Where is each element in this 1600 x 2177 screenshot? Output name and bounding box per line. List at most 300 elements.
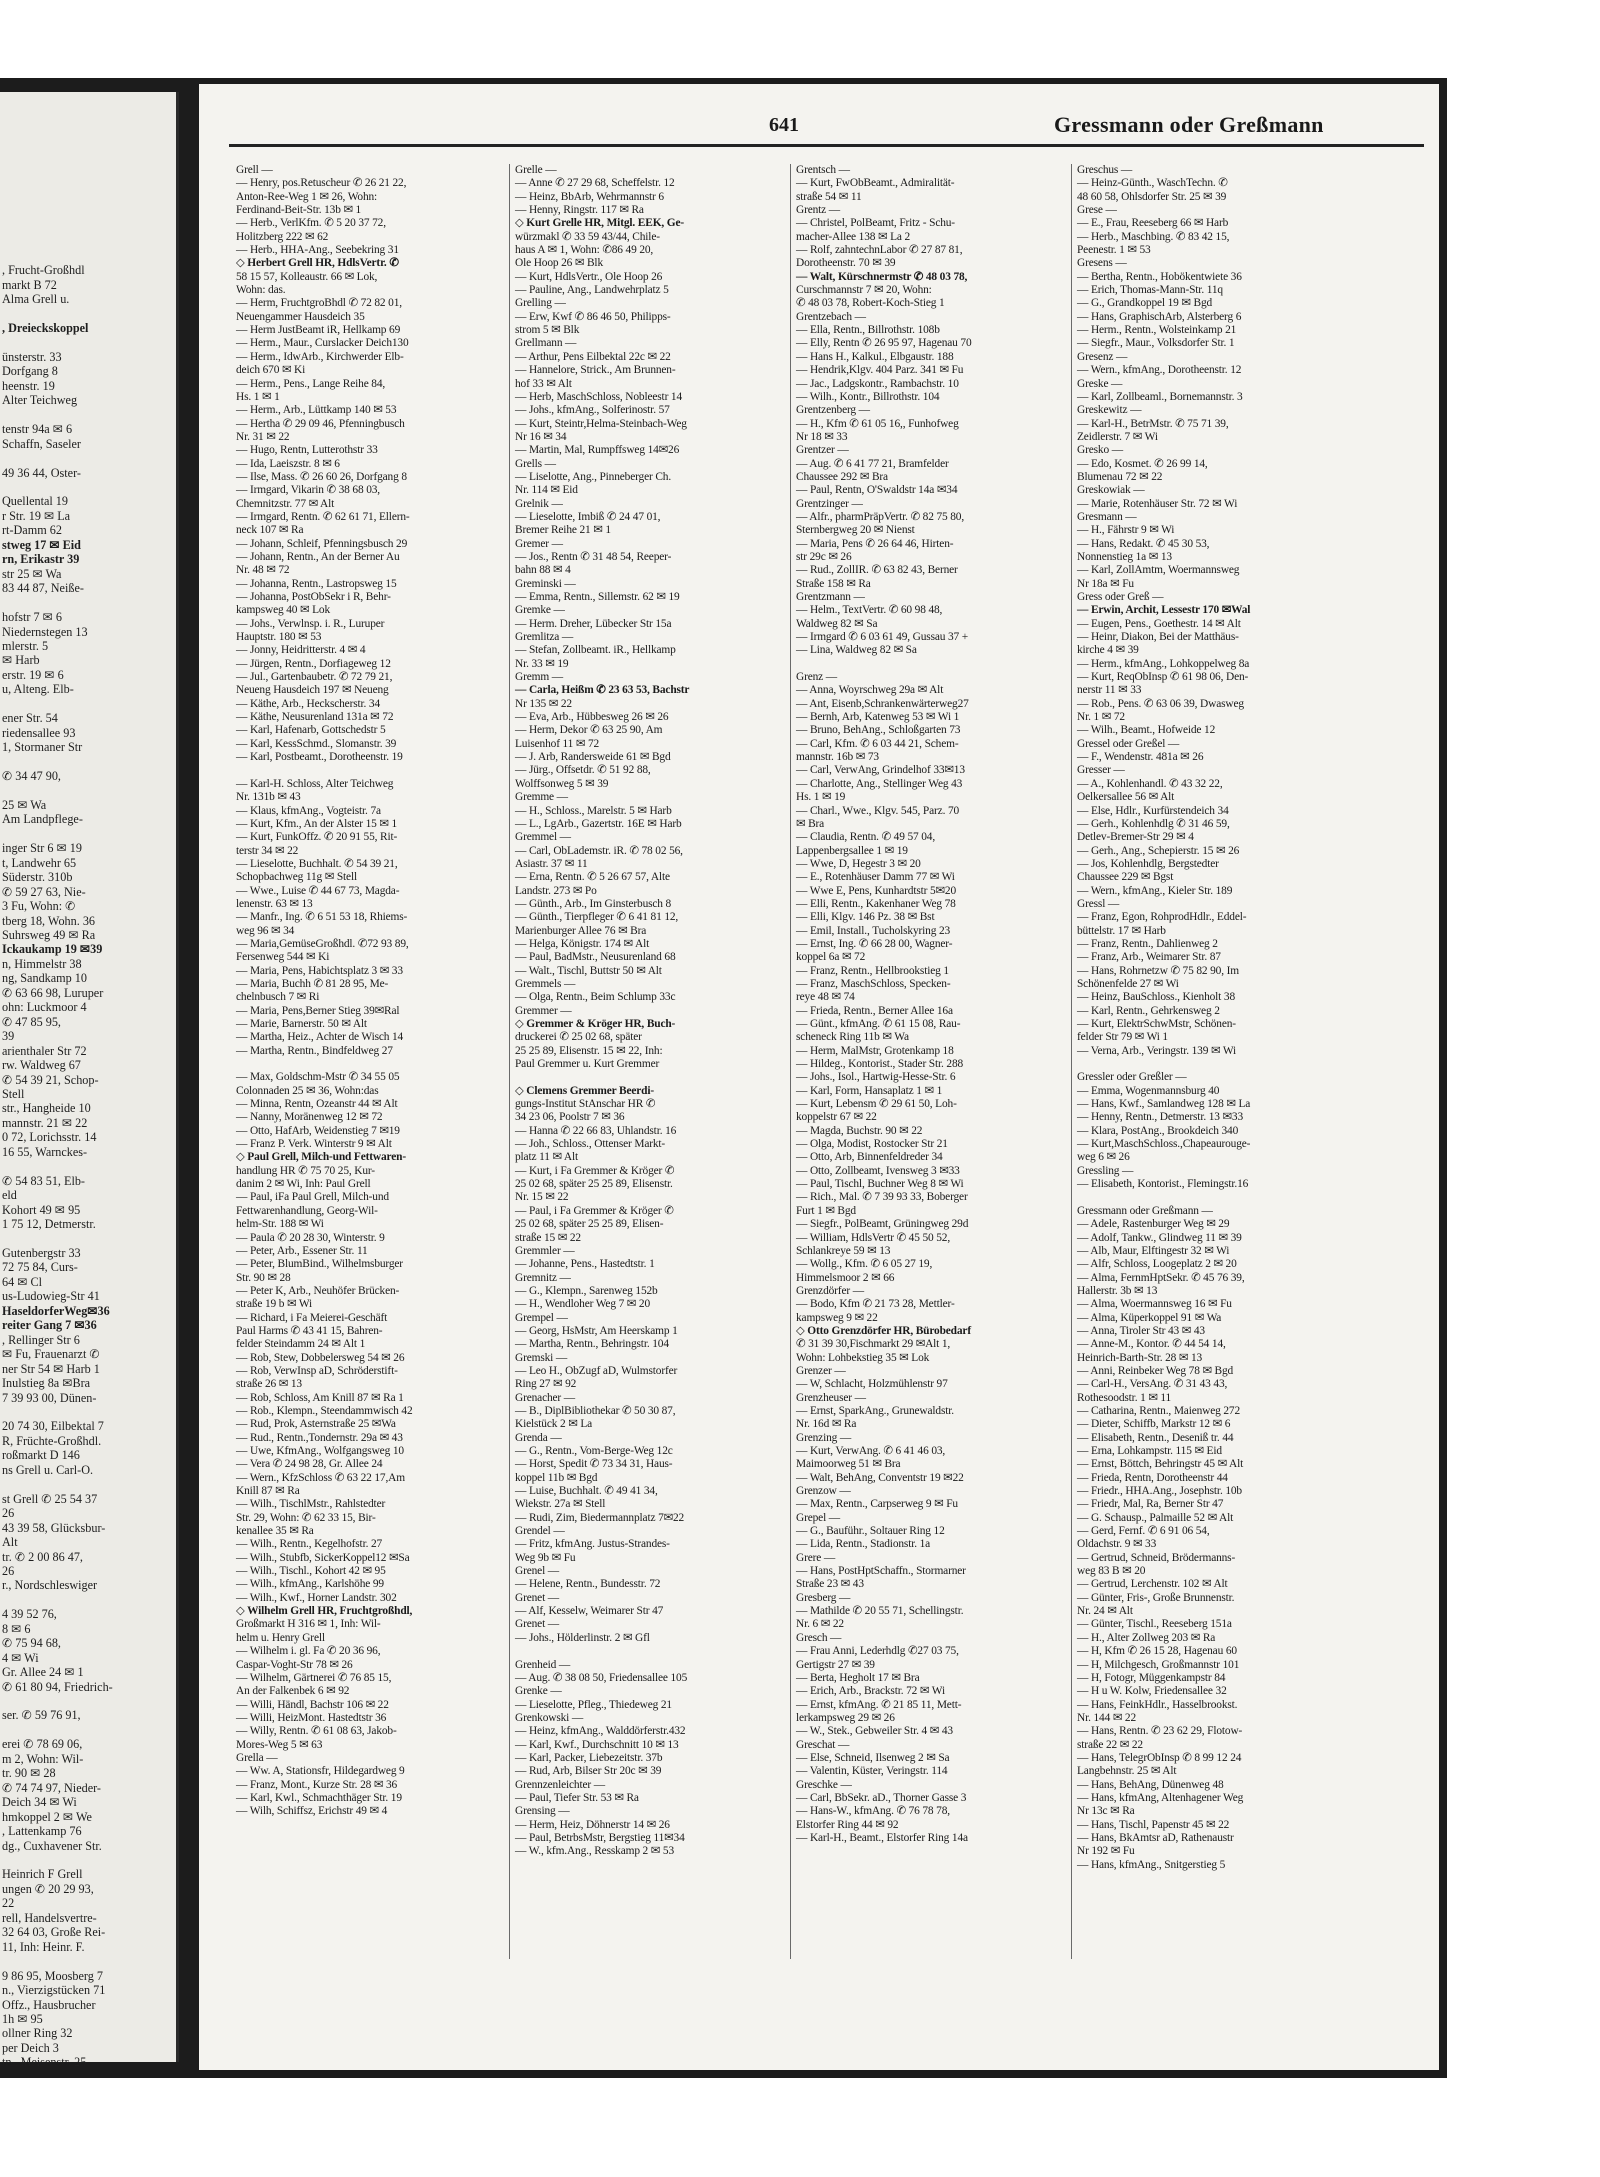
directory-entry-line: — Wilh., kfmAng., Karlshöhe 99 — [236, 1578, 384, 1591]
directory-entry-line: — Johann, Schleif, Pfenningsbusch 29 — [236, 537, 408, 550]
directory-entry-line: — Karl, Kwl., Schmachthäger Str. 19 — [236, 1791, 402, 1804]
directory-entry-line: ◇ Otto Grenzdörfer HR, Bürobedarf — [796, 1324, 971, 1337]
directory-entry-line: — Ernst, Ing. ✆ 66 28 00, Wagner- — [796, 937, 953, 950]
directory-entry-line: Str. 29, Wohn: ✆ 62 33 15, Bir- — [236, 1511, 376, 1524]
directory-entry-line: — Frieda, Rentn., Berner Allee 16a — [796, 1004, 953, 1017]
facing-page-line — [2, 1853, 172, 1867]
surname-heading: Grenzow — — [796, 1485, 851, 1498]
directory-entry-line: — Hildeg., Kontorist., Stader Str. 288 — [796, 1058, 964, 1071]
facing-page-line: Alter Teichweg — [2, 393, 78, 408]
directory-entry-line: kampsweg 9 ✉ 22 — [796, 1311, 878, 1324]
directory-entry-line: ◇ Gremmer & Kröger HR, Buch- — [515, 1018, 676, 1030]
directory-entry-line: — Johs., Verwlnsp. i. R., Luruper — [236, 617, 385, 630]
facing-page-line — [2, 697, 172, 711]
surname-heading: Grenzing — — [796, 1431, 852, 1444]
facing-page-line: 32 64 03, Große Rei- — [2, 1925, 106, 1940]
surname-heading: Grenel — — [515, 1565, 560, 1578]
directory-entry-line: Neueng Hausdeich 197 ✉ Neueng — [236, 684, 389, 697]
directory-entry-line: — Herb., Maschbing. ✆ 83 42 15, — [1077, 230, 1230, 243]
facing-page-line: Gutenbergstr 33 — [2, 1245, 81, 1260]
directory-entry-line: 25 25 89, Elisenstr. 15 ✉ 22, Inh: — [515, 1044, 663, 1057]
directory-entry-line: — H., Kfm ✆ 61 05 16,, Funhofweg — [796, 417, 959, 430]
directory-entry-line: ◇ Clemens Gremmer Beerdi- — [515, 1084, 655, 1097]
directory-entry-line: — Max, Rentn., Carpserweg 9 ✉ Fu — [796, 1498, 958, 1511]
directory-entry-line: — Hans, Tischl, Papenstr 45 ✉ 22 — [1077, 1818, 1230, 1831]
surname-heading: Grentz — — [796, 204, 841, 217]
facing-page-line: ✆ 54 83 51, Elb- — [2, 1173, 85, 1188]
directory-entry-line: — Franz, Mont., Kurze Str. 28 ✉ 36 — [236, 1778, 398, 1791]
directory-entry-line: Curschmannstr 7 ✉ 20, Wohn: — [796, 284, 932, 297]
directory-entry-line: deich 670 ✉ Ki — [236, 364, 306, 377]
facing-page-line: erstr. 19 ✉ 6 — [2, 667, 64, 682]
directory-entry-line: — Hans, FeinkHdlr., Hasselbrookst. — [1077, 1698, 1238, 1711]
directory-entry-line: 25 02 68, später 25 25 89, Elisenstr. — [515, 1178, 673, 1191]
directory-entry-line: Nr 192 ✉ Fu — [1077, 1845, 1135, 1858]
directory-entry-line: — Herm, MalMstr, Grotenkamp 18 — [796, 1044, 954, 1057]
directory-entry-line: Kielstück 2 ✉ La — [515, 1418, 593, 1431]
surname-heading: Gremer — — [515, 537, 563, 550]
directory-entry-line: — Herm., Maur., Curslacker Deich130 — [236, 337, 409, 350]
directory-entry-line: bahn 88 ✉ 4 — [515, 564, 571, 577]
directory-entry-line: — Heinr, Diakon, Bei der Matthäus- — [1077, 631, 1239, 644]
directory-entry-line: Nr. 6 ✉ 22 — [796, 1618, 844, 1631]
facing-page-line: mlerstr. 5 — [2, 638, 49, 653]
directory-page — [199, 84, 1439, 2070]
surname-heading: Grere — — [796, 1551, 836, 1564]
surname-heading: Gresch — — [796, 1631, 842, 1644]
scan-edge — [1439, 84, 1447, 2070]
facing-page-line — [2, 1232, 172, 1246]
directory-entry-line: — Martha, Rentn., Bindfeldweg 27 — [236, 1044, 393, 1057]
header-rule — [229, 144, 1424, 147]
directory-entry-line: Lappenbergsallee 1 ✉ 19 — [796, 844, 908, 857]
directory-entry-line: — Rud, Prok, Asternstraße 25 ✉Wa — [236, 1418, 396, 1431]
directory-entry-line: — Gerh., Ang., Schepierstr. 15 ✉ 26 — [1077, 844, 1240, 857]
facing-page-line: , Dreieckskoppel — [2, 320, 89, 335]
directory-entry-line: — Paul, iFa Paul Grell, Milch-und — [236, 1191, 389, 1204]
directory-entry-line: — Ww. A, Stationsfr, Hildegardweg 9 — [236, 1765, 405, 1778]
facing-page-line: erei ✆ 78 69 06, — [2, 1737, 83, 1752]
directory-entry-line: — Peter K, Arb., Neuhöfer Brücken- — [236, 1284, 400, 1297]
directory-entry-line: — W., kfm.Ang., Resskamp 2 ✉ 53 — [515, 1845, 674, 1858]
directory-entry-line: — Lieselotte, Imbiß ✆ 24 47 01, — [515, 510, 661, 523]
directory-entry-line: felder Str 79 ✉ Wi 1 — [1077, 1031, 1168, 1044]
directory-entry-line: — Kurt,MaschSchloss.,Chapeaurouge- — [1077, 1138, 1251, 1151]
directory-entry-line: — Carl, Kfm. ✆ 6 03 44 21, Schem- — [796, 737, 959, 750]
surname-heading: Gresenz — — [1077, 350, 1128, 363]
directory-entry-line: — Wollg., Kfm. ✆ 6 05 27 19, — [796, 1258, 933, 1271]
directory-entry-line: Wohn: das. — [236, 284, 286, 297]
directory-entry-line: Gertigstr 27 ✉ 39 — [796, 1658, 875, 1671]
directory-entry-line: — Herm., Pens., Lange Reihe 84, — [236, 377, 386, 390]
facing-page-line: 64 ✉ Cl — [2, 1274, 43, 1289]
facing-page-line — [2, 1954, 172, 1968]
directory-entry-line: Sternbergweg 20 ✉ Nienst — [796, 524, 915, 537]
directory-entry-line: — Karl, Packer, Liebezeitstr. 37b — [515, 1751, 663, 1764]
facing-page-line: str 25 ✉ Wa — [2, 566, 62, 581]
directory-entry-line: Dorotheenstr. 70 ✉ 39 — [796, 257, 896, 270]
surname-heading: Gresko — — [1077, 444, 1123, 457]
directory-entry-line: — H., Schloss., Marelstr. 5 ✉ Harb — [515, 804, 672, 817]
facing-page-line: arienthaler Str 72 — [2, 1043, 87, 1058]
directory-entry-line: — Nanny, Moränenweg 12 ✉ 72 — [236, 1111, 383, 1124]
directory-entry-line: — Johanna, Rentn., Lastropsweg 15 — [236, 577, 397, 590]
facing-page-line: 4 39 52 76, — [2, 1607, 57, 1622]
facing-page-line: 83 44 87, Neiße- — [2, 581, 84, 596]
directory-entry-line: Chemnitzstr. 77 ✉ Alt — [236, 497, 335, 510]
facing-page-line: R, Früchte-Großhdl. — [2, 1433, 102, 1448]
directory-entry-line: — Peter, Arb., Essener Str. 11 — [236, 1244, 368, 1257]
facing-page-line — [2, 335, 172, 349]
directory-entry-line: — Magda, Buchstr. 90 ✉ 22 — [796, 1124, 923, 1137]
directory-entry-line: — Kurt, HdlsVertr., Ole Hoop 26 — [515, 270, 663, 283]
directory-entry-line: — Elli, Klgv. 146 Pz. 38 ✉ Bst — [796, 911, 935, 924]
facing-page-line — [2, 1477, 172, 1491]
directory-entry-line: — Wern., KfzSchloss ✆ 63 22 17,Am — [236, 1471, 405, 1484]
facing-page-line: Gr. Allee 24 ✉ 1 — [2, 1665, 84, 1680]
directory-entry-line: — Willy, Rentn. ✆ 61 08 63, Jakob- — [236, 1725, 397, 1738]
facing-page-line: , Rellinger Str 6 — [2, 1332, 80, 1347]
directory-entry-line: — Carl, VerwAng, Grindelhof 33✉13 — [796, 764, 965, 777]
facing-page-line: , Frucht-Großhdl — [2, 263, 85, 278]
directory-entry-line: Str. 90 ✉ 28 — [236, 1271, 291, 1284]
directory-entry-line: — Kurt, Steintr,Helma-Steinbach-Weg — [515, 417, 687, 430]
directory-entry-line: Nr. 33 ✉ 19 — [515, 657, 569, 670]
directory-entry-line: — Wilh., Stubfb, SickerKoppel12 ✉Sa — [236, 1551, 410, 1564]
directory-entry-line: — Käthe, Arb., Heckscherstr. 34 — [236, 697, 381, 710]
surname-heading: Grenheid — — [515, 1658, 571, 1671]
directory-entry-line: 48 60 58, Ohlsdorfer Str. 25 ✉ 39 — [1077, 190, 1227, 203]
facing-page-line: ✆ 75 94 68, — [2, 1636, 61, 1651]
directory-entry-line: ✆ 31 39 30,Fischmarkt 29 ✉Alt 1, — [796, 1338, 951, 1351]
directory-entry-line: Weg 9b ✉ Fu — [515, 1551, 576, 1564]
directory-entry-line: — Herb., VerlKfm. ✆ 5 20 37 72, — [236, 217, 386, 230]
directory-entry-line: — Willi, HeizMont. Hastedtstr 36 — [236, 1711, 387, 1724]
surname-heading: Grenke — — [515, 1685, 562, 1698]
facing-page-line: ✆ 63 66 98, Luruper — [2, 985, 104, 1000]
facing-page-line: 3 Fu, Wohn: ✆ — [2, 899, 76, 914]
directory-entry-line: — Alfr, Schloss, Loogeplatz 2 ✉ 20 — [1077, 1258, 1237, 1271]
facing-page-line: 39 — [2, 1029, 15, 1044]
directory-entry-line: — Johs., kfmAng., Solferinostr. 57 — [515, 404, 670, 417]
directory-entry-line — [236, 764, 524, 777]
directory-entry-line: — Rob, VerwInsp aD, Schröderstift- — [236, 1364, 398, 1377]
surname-heading: Grenz — — [796, 671, 838, 684]
surname-heading: Greskowiak — — [1077, 484, 1145, 497]
directory-entry-line: — Rud., ZollIR. ✆ 63 82 43, Berner — [796, 564, 958, 577]
directory-entry-line: nerstr 11 ✉ 33 — [1077, 684, 1142, 697]
facing-page-line: 25 ✉ Wa — [2, 797, 47, 812]
directory-entry-line: — H u W. Kolw, Friedensallee 32 — [1077, 1685, 1227, 1698]
facing-page-line: ener Str. 54 — [2, 711, 58, 726]
facing-page-line: Süderstr. 310b — [2, 870, 73, 885]
directory-entry-line: Furt 1 ✉ Bgd — [796, 1204, 856, 1217]
directory-entry-line: 58 15 57, Kolleaustr. 66 ✉ Lok, — [236, 270, 378, 283]
surname-heading: Gremm — — [515, 671, 563, 684]
directory-entry-line: — W., Stek., Gebweiler Str. 4 ✉ 43 — [796, 1725, 953, 1738]
directory-entry-line: — Jul., Gartenbaubetr. ✆ 72 79 21, — [236, 671, 393, 684]
directory-entry-line: — Irmgard, Vikarin ✆ 38 68 03, — [236, 484, 380, 497]
surname-heading: Greschat — — [796, 1738, 850, 1751]
facing-page-line — [2, 480, 172, 494]
facing-page-line: 0 72, Lorichsstr. 14 — [2, 1130, 97, 1145]
directory-entry-line: — Gerd, Fernf. ✆ 6 91 06 54, — [1077, 1525, 1210, 1538]
directory-entry-line: — E., Rotenhäuser Damm 77 ✉ Wi — [796, 871, 955, 884]
directory-entry-line: straße 19 b ✉ Wi — [236, 1298, 313, 1311]
directory-entry-line: — Adolf, Tankw., Glindweg 11 ✉ 39 — [1077, 1231, 1242, 1244]
directory-entry-line: — Maria, Pens, Habichtsplatz 3 ✉ 33 — [236, 964, 403, 977]
directory-entry-line: — Günter, Fris-, Große Brunnenstr. — [1077, 1591, 1235, 1604]
directory-entry-line: — Karl, Kwf., Durchschnitt 10 ✉ 13 — [515, 1738, 679, 1751]
surname-heading: Grenet — — [515, 1591, 560, 1604]
directory-entry-line: druckerei ✆ 25 02 68, später — [515, 1031, 642, 1044]
directory-entry-line: — Jürg., Offsetdr. ✆ 51 92 88, — [515, 764, 651, 777]
directory-entry-line: — H, Kfm ✆ 26 15 28, Hagenau 60 — [1077, 1645, 1237, 1658]
directory-entry-line: — Vera ✆ 24 98 28, Gr. Allee 24 — [236, 1458, 383, 1471]
facing-page-line — [2, 408, 172, 422]
directory-entry-line: Hauptstr. 180 ✉ 53 — [236, 631, 322, 644]
directory-entry-line: — Marie, Rotenhäuser Str. 72 ✉ Wi — [1077, 497, 1238, 510]
directory-entry-line: — Heinz, kfmAng., Walddörferstr.432 — [515, 1725, 686, 1738]
facing-page-line: Deich 34 ✉ Wi — [2, 1795, 77, 1810]
directory-entry-line: — Martha, Rentn., Behringstr. 104 — [515, 1338, 669, 1351]
directory-entry-line: — Kurt, i Fa Gremmer & Kröger ✆ — [515, 1164, 675, 1177]
facing-page-line: 1 75 12, Detmerstr. — [2, 1217, 96, 1232]
page-number: 641 — [769, 114, 799, 136]
facing-page-line: 9 86 95, Moosberg 7 — [2, 1968, 103, 1983]
directory-entry-line: — Herm, Heiz, Döhnerstr 14 ✉ 26 — [515, 1818, 670, 1831]
surname-heading: Gremski — — [515, 1351, 568, 1364]
directory-entry-line: — Hannelore, Strick., Am Brunnen- — [515, 364, 676, 377]
directory-entry-line: — Ant, Eisenb,Schrankenwärterweg27 — [796, 697, 969, 710]
directory-entry-line: ◇ Wilhelm Grell HR, Fruchtgroßhdl, — [236, 1605, 413, 1618]
facing-page-line: Heinrich F Grell — [2, 1867, 83, 1882]
directory-entry-line: — Rob., Pens. ✆ 63 06 39, Dwasweg — [1077, 697, 1244, 710]
facing-page-line — [2, 783, 172, 797]
directory-entry-line: — L., LgArb., Gazertstr. 16E ✉ Harb — [515, 817, 682, 830]
directory-entry-line: — Hans, GraphischArb, Alsterberg 6 — [1077, 310, 1242, 323]
directory-entry-line: — Uwe, KfmAng., Wolfgangsweg 10 — [236, 1445, 404, 1457]
directory-entry-line: Detlev-Bremer-Str 29 ✉ 4 — [1077, 831, 1194, 844]
surname-heading: Greschus — — [1077, 164, 1133, 176]
facing-page-line: Kohort 49 ✉ 95 — [2, 1202, 81, 1217]
directory-entry-line: — Helga, Königstr. 174 ✉ Alt — [515, 937, 650, 950]
directory-entry-line: — Kurt, Lebensm ✆ 29 61 50, Loh- — [796, 1098, 957, 1111]
directory-entry-line: — Wern., kfmAng., Dorotheenstr. 12 — [1077, 364, 1242, 377]
facing-page-line — [2, 205, 172, 219]
facing-page-line: ✆ 54 39 21, Schop- — [2, 1072, 99, 1087]
surname-heading: Grenet — — [515, 1618, 560, 1631]
directory-entry-line: — Heinz, BauSchloss., Kienholt 38 — [1077, 991, 1235, 1004]
directory-entry-line: gungs-Institut StAnschar HR ✆ — [515, 1098, 656, 1111]
directory-entry-line: — Martha, Heiz., Achter de Wisch 14 — [236, 1031, 404, 1044]
directory-entry-line: — Herm., IdwArb., Kirchwerder Elb- — [236, 350, 404, 363]
facing-page-line: per Deich 3 — [2, 2040, 59, 2055]
directory-entry-line: — Charlotte, Ang., Stellinger Weg 43 — [796, 777, 963, 790]
facing-page-line: ng, Sandkamp 10 — [2, 971, 87, 986]
directory-entry-line: — Alma, FernmHptSekr. ✆ 45 76 39, — [1077, 1271, 1245, 1284]
directory-entry-line: — H., Alter Zollweg 203 ✉ Ra — [1077, 1631, 1216, 1644]
facing-page-line: inger Str 6 ✉ 19 — [2, 841, 82, 856]
directory-entry-line: — Anna, Tiroler Str 43 ✉ 43 — [1077, 1324, 1205, 1337]
surname-heading: Grenkowski — — [515, 1711, 584, 1724]
directory-entry-line: — Helm., TextVertr. ✆ 60 98 48, — [796, 604, 943, 617]
directory-entry-line: — Johanne, Pens., Hastedtstr. 1 — [515, 1258, 655, 1271]
directory-entry-line: — J. Arb, Randersweide 61 ✉ Bgd — [515, 751, 671, 764]
surname-heading: Greminski — — [515, 577, 576, 590]
facing-page-line: markt B 72 — [2, 277, 57, 292]
directory-entry-line: Zeidlerstr. 7 ✉ Wi — [1077, 430, 1158, 443]
directory-entry-line: — Bodo, Kfm ✆ 21 73 28, Mettler- — [796, 1298, 955, 1311]
directory-entry-line: — G. Schausp., Palmaille 52 ✉ Alt — [1077, 1511, 1234, 1524]
facing-page-line: heenstr. 19 — [2, 378, 55, 393]
directory-entry-line: Luisenhof 11 ✉ 72 — [515, 737, 600, 750]
directory-entry-line: kirche 4 ✉ 39 — [1077, 644, 1139, 657]
directory-entry-line: weg 83 B ✉ 20 — [1077, 1565, 1146, 1578]
directory-entry-line: — Henny, Rentn., Detmerstr. 13 ✉33 — [1077, 1111, 1243, 1124]
directory-entry-line: — Friedr., HHA.Ang., Josephstr. 10b — [1077, 1485, 1242, 1498]
directory-entry-line: — Käthe, Neusurenland 131a ✉ 72 — [236, 711, 394, 724]
surname-heading: Gresmann — — [1077, 510, 1137, 523]
directory-entry-line: Großmarkt H 316 ✉ 1, Inh: Wil- — [236, 1618, 381, 1631]
facing-page-line: 16 55, Warnckes- — [2, 1144, 88, 1159]
directory-entry-line: — Franz, Egon, RohprodHdlr., Eddel- — [1077, 911, 1247, 924]
directory-entry-line: — Elisabeth, Kontorist., Flemingstr.16 — [1077, 1178, 1249, 1191]
directory-entry-line: — Jos, Kohlenhdlg, Bergstedter — [1077, 857, 1219, 870]
facing-page-line — [2, 1593, 172, 1607]
directory-entry-line: Nr. 15 ✉ 22 — [515, 1191, 569, 1204]
directory-entry-line: — Marie, Barnerstr. 50 ✉ Alt — [236, 1018, 367, 1030]
directory-entry-line: — Hans H., Kalkul., Elbgaustr. 188 — [796, 350, 954, 363]
facing-page-line: r Str. 19 ✉ La — [2, 508, 71, 523]
facing-page-line: m 2, Wohn: Wil- — [2, 1751, 84, 1766]
directory-entry-line: koppel 11b ✉ Bgd — [515, 1471, 598, 1484]
directory-entry-line: — Johs., Hölderlinstr. 2 ✉ Gfl — [515, 1631, 650, 1644]
directory-entry-line: — Rob., Klempn., Steendammwisch 42 — [236, 1404, 413, 1417]
facing-page-line: hmkoppel 2 ✉ We — [2, 1809, 92, 1824]
directory-entry-line: Colonnaden 25 ✉ 36, Wohn:das — [236, 1084, 379, 1097]
directory-entry-line: — Erich, Arb., Brackstr. 72 ✉ Wi — [796, 1685, 945, 1698]
directory-entry-line: — Wwe., Luise ✆ 44 67 73, Magda- — [236, 884, 400, 897]
directory-entry-line: — Stefan, Zollbeamt. iR., Hellkamp — [515, 644, 676, 657]
facing-page-line: r., Nordschleswiger — [2, 1578, 98, 1593]
directory-entry-line: Holitzberg 222 ✉ 62 — [236, 230, 329, 243]
directory-entry-line: — Anni, Reinbeker Weg 78 ✉ Bgd — [1077, 1364, 1234, 1377]
directory-entry-line: — Willi, Händl, Bachstr 106 ✉ 22 — [236, 1698, 389, 1711]
directory-entry-line: — Siegfr., Maur., Volksdorfer Str. 1 — [1077, 337, 1235, 350]
directory-entry-line: — Karl, Zollbeaml., Bornemannstr. 3 — [1077, 390, 1243, 403]
facing-page-line: Quellental 19 — [2, 494, 68, 509]
directory-entry-line: straße 15 ✉ 22 — [515, 1231, 581, 1244]
directory-entry-line: — Edo, Kosmet. ✆ 26 99 14, — [1077, 457, 1208, 470]
facing-page-line: dg., Cuxhavener Str. — [2, 1838, 102, 1853]
directory-entry-line: straße 26 ✉ 13 — [236, 1378, 302, 1391]
directory-entry-line: Paul Harms ✆ 43 41 15, Bahren- — [236, 1324, 383, 1337]
directory-entry-line: — Ernst, kfmAng. ✆ 21 85 11, Mett- — [796, 1698, 962, 1711]
directory-entry-line — [1077, 1191, 1359, 1204]
directory-entry-line — [796, 658, 1084, 671]
directory-entry-line: — Alfr., pharmPräpVertr. ✆ 82 75 80, — [796, 510, 965, 523]
directory-entry-line: Hs. 1 ✉ 19 — [796, 791, 846, 804]
directory-entry-line: helm-Str. 188 ✉ Wi — [236, 1218, 324, 1231]
facing-page-line: n., Vierzigstücken 71 — [2, 1983, 106, 1998]
directory-entry-line: Anton-Ree-Weg 1 ✉ 26, Wohn: — [236, 190, 378, 203]
directory-entry-line: weg 96 ✉ 34 — [236, 924, 295, 937]
surname-heading: Gresberg — — [796, 1591, 851, 1604]
directory-entry-line: An der Falkenbek 6 ✉ 92 — [236, 1685, 350, 1698]
directory-entry-line: — Siegfr., PolBeamt, Grüningweg 29d — [796, 1218, 969, 1231]
directory-entry-line: Rothesoodstr. 1 ✉ 11 — [1077, 1391, 1172, 1404]
directory-entry-line: Ole Hoop 26 ✉ Blk — [515, 257, 603, 270]
directory-entry-line: — Herm., Rentn., Wolsteinkamp 21 — [1077, 324, 1237, 337]
facing-page-line — [2, 596, 172, 610]
facing-page-line: Stell — [2, 1087, 25, 1101]
directory-entry-line: — Anne ✆ 27 29 68, Scheffelstr. 12 — [515, 177, 675, 190]
directory-entry-line: — H, Fotogr, Müggenkampstr 84 — [1077, 1671, 1226, 1684]
surname-heading: Gressel oder Greßel — — [1077, 737, 1180, 750]
directory-entry-line: Straße 23 ✉ 43 — [796, 1578, 864, 1591]
directory-entry-line: — Karl-H., BetrMstr. ✆ 75 71 39, — [1077, 417, 1229, 430]
directory-entry-line: — Paul, BetrbsMstr, Bergstieg 11✉34 — [515, 1831, 685, 1844]
facing-page-line: riedensallee 93 — [2, 725, 76, 740]
surname-heading: Grempel — — [515, 1311, 568, 1324]
directory-entry-line: — Walt, Kürschnermstr ✆ 48 03 78, — [796, 270, 968, 283]
surname-heading: Grenzdörfer — — [796, 1284, 864, 1297]
directory-entry-line: — Otto, Zollbeamt, Ivensweg 3 ✉33 — [796, 1164, 960, 1177]
facing-page-line: Alma Grell u. — [2, 292, 70, 307]
directory-entry-line: — Irmgard, Rentn. ✆ 62 61 71, Ellern- — [236, 510, 410, 523]
directory-entry-line: — Karl, ZollAmtm, Woermannsweg — [1077, 564, 1240, 577]
directory-entry-line: — F., Wendenstr. 481a ✉ 26 — [1077, 751, 1204, 764]
directory-entry-line: — H, Milchgesch, Großmannstr 101 — [1077, 1658, 1240, 1671]
surname-heading: Grendel — — [515, 1525, 565, 1538]
directory-entry-line: Waldweg 82 ✉ Sa — [796, 617, 878, 630]
directory-entry-line: — Lieselotte, Pfleg., Thiedeweg 21 — [515, 1698, 672, 1711]
directory-entry-line: macher-Allee 138 ✉ La 2 — [796, 230, 911, 243]
facing-page-line: ungen ✆ 20 29 93, — [2, 1881, 94, 1896]
directory-entry-line: — Paula ✆ 20 28 30, Winterstr. 9 — [236, 1231, 385, 1244]
directory-entry-line: büttelstr. 17 ✉ Harb — [1077, 924, 1166, 937]
surname-heading: Greschke — — [796, 1778, 852, 1791]
directory-entry-line: scheneck Ring 11b ✉ Wa — [796, 1031, 909, 1044]
directory-entry-line: — Pauline, Ang., Landwehrplatz 5 — [515, 284, 669, 297]
directory-entry-line: — Gerh., Kohlenhdlg ✆ 31 46 59, — [1077, 817, 1230, 830]
directory-entry-line: — H., Wendloher Weg 7 ✉ 20 — [515, 1298, 650, 1311]
directory-entry-line: — Heinz-Günth., WaschTechn. ✆ — [1077, 177, 1228, 190]
directory-entry-line: — Martin, Mal, Rumpffsweg 14✉26 — [515, 444, 680, 457]
directory-entry-line: str 29c ✉ 26 — [796, 550, 852, 563]
surname-heading: Grentzmann — — [796, 591, 865, 603]
directory-entry-line: — Liselotte, Ang., Pinneberger Ch. — [515, 470, 672, 483]
directory-entry-line — [1077, 1058, 1359, 1071]
facing-page-line — [2, 191, 172, 205]
directory-entry-line: — Rob, Schloss, Am Knill 87 ✉ Ra 1 — [236, 1391, 404, 1404]
directory-entry-line: Oelkersallee 56 ✉ Alt — [1077, 791, 1175, 804]
directory-entry-line: ✉ Bra — [796, 817, 825, 830]
facing-page-line: st Grell ✆ 25 54 37 — [2, 1491, 98, 1506]
surname-heading: Gressling — — [1077, 1164, 1134, 1177]
facing-page-line: hofstr 7 ✉ 6 — [2, 610, 62, 625]
directory-entry-line: — Franz, Arb., Weimarer Str. 87 — [1077, 951, 1221, 964]
surname-heading: Gressl — — [1077, 897, 1120, 910]
directory-entry-line: — Anna, Woyrschweg 29a ✉ Alt — [796, 684, 944, 697]
facing-page-line — [2, 451, 172, 465]
directory-entry-line: — Wilh., Tischl., Kohort 42 ✉ 95 — [236, 1565, 386, 1578]
directory-entry-line: ◇ Kurt Grelle HR, Mitgl. EEK, Ge- — [515, 217, 685, 230]
directory-entry-line: koppelstr 67 ✉ 22 — [796, 1111, 877, 1124]
directory-entry-line: — Kurt, ReqObInsp ✆ 61 98 06, Den- — [1077, 671, 1249, 684]
directory-entry-line: — Verna, Arb., Veringstr. 139 ✉ Wi — [1077, 1044, 1237, 1057]
